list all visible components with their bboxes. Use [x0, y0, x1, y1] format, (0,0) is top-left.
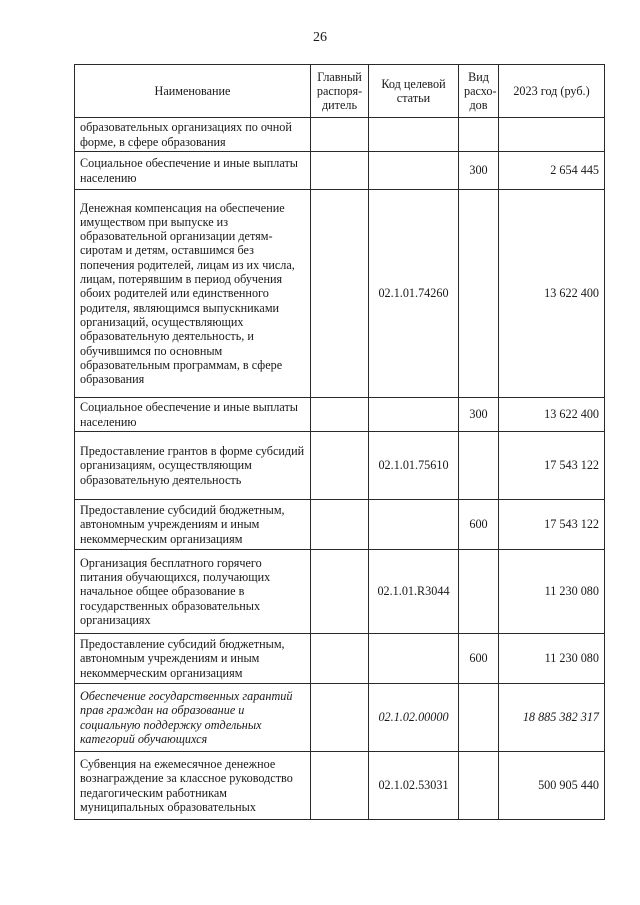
table-body [75, 118, 605, 820]
row-name-cell: Организация бесплатного горячего питания обучающихся, получающих начальное общее образование в государственных образовательных организациях [75, 550, 311, 634]
row-type-cell [459, 432, 499, 500]
row-type-cell: 600 [459, 500, 499, 550]
row-amount-cell: 13 622 400 [499, 398, 605, 432]
row-type-cell: 300 [459, 398, 499, 432]
table-row [75, 118, 605, 152]
row-amount-cell: 17 543 122 [499, 500, 605, 550]
header-amount: 2023 год (руб.) [499, 65, 605, 118]
row-manager-cell [311, 684, 369, 752]
row-type-cell: 300 [459, 152, 499, 190]
row-manager-cell [311, 118, 369, 152]
row-type-cell: 600 [459, 634, 499, 684]
table-row [75, 152, 605, 190]
row-code-cell: 02.1.02.00000 [369, 684, 459, 752]
row-manager-cell [311, 190, 369, 398]
row-code-cell [369, 152, 459, 190]
row-amount-cell: 2 654 445 [499, 152, 605, 190]
row-amount-cell: 13 622 400 [499, 190, 605, 398]
row-code-cell: 02.1.01.74260 [369, 190, 459, 398]
table-header-row [75, 65, 605, 118]
row-code-cell: 02.1.02.53031 [369, 752, 459, 820]
budget-table [74, 64, 605, 820]
row-amount-cell: 18 885 382 317 [499, 684, 605, 752]
table-row [75, 432, 605, 500]
row-code-cell [369, 634, 459, 684]
row-code-cell [369, 398, 459, 432]
row-manager-cell [311, 398, 369, 432]
header-expense-type: Вид расхо-дов [459, 65, 499, 118]
row-code-cell [369, 118, 459, 152]
table-row [75, 752, 605, 820]
row-name-cell: Предоставление субсидий бюджетным, автономным учреждениям и иным некоммерческим организациям [75, 500, 311, 550]
row-amount-cell: 11 230 080 [499, 550, 605, 634]
row-amount-cell: 500 905 440 [499, 752, 605, 820]
row-manager-cell [311, 500, 369, 550]
row-name-cell: Субвенция на ежемесячное денежное вознаграждение за классное руководство педагогическим работникам муниципальных образовательных [75, 752, 311, 820]
page-number: 26 [313, 30, 327, 45]
row-name-cell: Социальное обеспечение и иные выплаты населению [75, 398, 311, 432]
row-code-cell: 02.1.01.R3044 [369, 550, 459, 634]
table-row [75, 634, 605, 684]
table-row [75, 398, 605, 432]
row-type-cell [459, 752, 499, 820]
table-row [75, 190, 605, 398]
header-target-code: Код целевой статьи [369, 65, 459, 118]
table-row [75, 500, 605, 550]
row-manager-cell [311, 634, 369, 684]
row-name-cell: образовательных организациях по очной форме, в сфере образования [75, 118, 311, 152]
row-name-cell: Социальное обеспечение и иные выплаты населению [75, 152, 311, 190]
row-code-cell: 02.1.01.75610 [369, 432, 459, 500]
row-amount-cell: 11 230 080 [499, 634, 605, 684]
row-name-cell: Предоставление субсидий бюджетным, автономным учреждениям и иным некоммерческим организациям [75, 634, 311, 684]
table-row [75, 550, 605, 634]
header-name: Наименование [75, 65, 311, 118]
row-manager-cell [311, 432, 369, 500]
row-name-cell: Денежная компенсация на обеспечение имуществом при выпуске из образовательной организации детям-сиротам и детям, оставшимся без попечения родителей, лицам из их числа, лицам, потерявшим в период обучения обоих родителей или единственного родителя, являющимся выпускниками организаций, осуществляющих образовательную деятельность, и обучившимся по основным образовательным программам, в сфере образования [75, 190, 311, 398]
row-type-cell [459, 118, 499, 152]
row-name-cell: Обеспечение государственных гарантий прав граждан на образование и социальную поддержку отдельных категорий обучающихся [75, 684, 311, 752]
row-amount-cell [499, 118, 605, 152]
row-manager-cell [311, 752, 369, 820]
row-manager-cell [311, 550, 369, 634]
row-amount-cell: 17 543 122 [499, 432, 605, 500]
row-type-cell [459, 190, 499, 398]
row-manager-cell [311, 152, 369, 190]
row-name-cell: Предоставление грантов в форме субсидий организациям, осуществляющим образовательную деятельность [75, 432, 311, 500]
row-type-cell [459, 550, 499, 634]
table-row [75, 684, 605, 752]
row-type-cell [459, 684, 499, 752]
row-code-cell [369, 500, 459, 550]
header-manager: Главный распоря-дитель [311, 65, 369, 118]
